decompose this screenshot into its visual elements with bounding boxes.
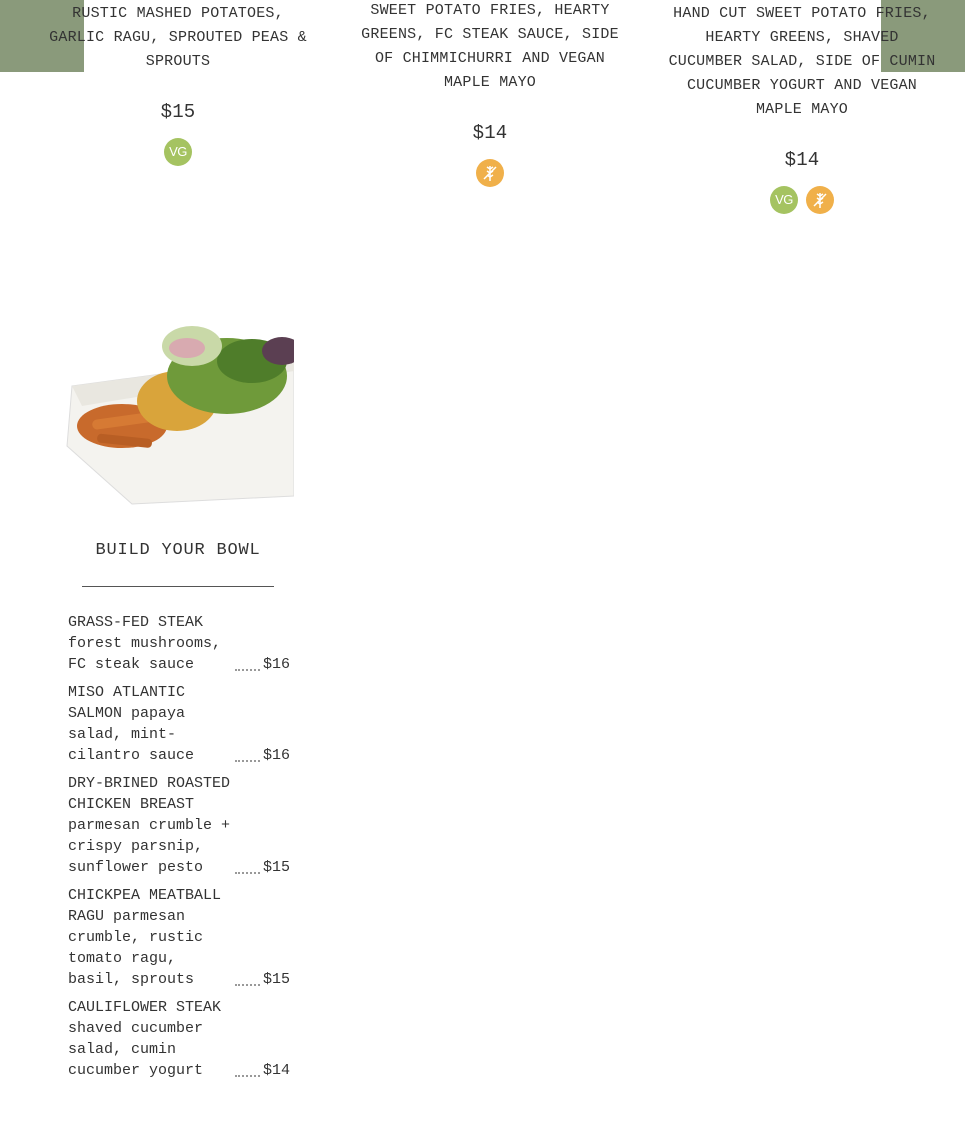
item-name: GRASS-FED STEAK bbox=[68, 614, 204, 631]
item-description: parmesan crumble, rustic tomato ragu, basil, sprouts bbox=[68, 908, 204, 988]
menu-card-description: HAND CUT SWEET POTATO FRIES, HEARTY GREENS, SHAVED CUCUMBER SALAD, SIDE OF CUMIN CUCUMBER YOGURT AND VEGAN MAPLE MAYO bbox=[668, 5, 936, 118]
item-name: MISO ATLANTIC SALMON bbox=[68, 684, 186, 722]
gluten-free-icon bbox=[806, 186, 834, 214]
list-item bbox=[68, 773, 290, 878]
build-bowl-title: BUILD YOUR BOWL bbox=[95, 541, 261, 560]
menu-card-3 bbox=[664, 2, 940, 214]
list-item bbox=[68, 682, 290, 766]
leader-dots bbox=[235, 668, 260, 671]
item-description: parmesan crumble + crispy parsnip, sunflower pesto bbox=[68, 817, 231, 876]
dietary-badges bbox=[40, 138, 316, 166]
leader-dots bbox=[235, 983, 260, 986]
menu-card-1 bbox=[40, 2, 316, 166]
gluten-free-icon bbox=[476, 159, 504, 187]
menu-card-price: $15 bbox=[160, 101, 196, 123]
list-item bbox=[68, 997, 290, 1081]
build-bowl-list bbox=[68, 612, 290, 1088]
leader-dots bbox=[235, 759, 260, 762]
vegan-icon: VG bbox=[770, 186, 798, 214]
vegan-icon: VG bbox=[164, 138, 192, 166]
leader-dots bbox=[235, 1074, 260, 1077]
item-name: CHICKPEA MEATBALL RAGU bbox=[68, 887, 222, 925]
menu-card-price: $14 bbox=[784, 149, 820, 171]
menu-card-description: SWEET POTATO FRIES, HEARTY GREENS, FC STEAK SAUCE, SIDE OF CHIMMICHURRI AND VEGAN MAPLE MAYO bbox=[361, 2, 619, 91]
menu-card-description: RUSTIC MASHED POTATOES, GARLIC RAGU, SPROUTED PEAS & SPROUTS bbox=[49, 5, 307, 70]
item-price: $15 bbox=[262, 859, 290, 876]
leader-dots bbox=[235, 871, 260, 874]
list-item bbox=[68, 612, 290, 675]
item-description: shaved cucumber salad, cumin cucumber yogurt bbox=[68, 1020, 204, 1079]
dietary-badges bbox=[664, 186, 940, 214]
bowl-photo bbox=[62, 276, 294, 512]
item-name: DRY-BRINED ROASTED CHICKEN BREAST bbox=[68, 775, 231, 813]
item-name: CAULIFLOWER STEAK bbox=[68, 999, 222, 1016]
dietary-badges bbox=[352, 159, 628, 187]
item-description: forest mushrooms, FC steak sauce bbox=[68, 635, 222, 673]
list-item bbox=[68, 885, 290, 990]
item-description: papaya salad, mint-cilantro sauce bbox=[68, 705, 195, 764]
item-price: $16 bbox=[262, 656, 290, 673]
item-price: $15 bbox=[262, 971, 290, 988]
menu-card-price: $14 bbox=[472, 122, 508, 144]
item-price: $16 bbox=[262, 747, 290, 764]
menu-card-2 bbox=[352, 0, 628, 187]
item-price: $14 bbox=[262, 1062, 290, 1079]
title-divider bbox=[82, 586, 274, 587]
